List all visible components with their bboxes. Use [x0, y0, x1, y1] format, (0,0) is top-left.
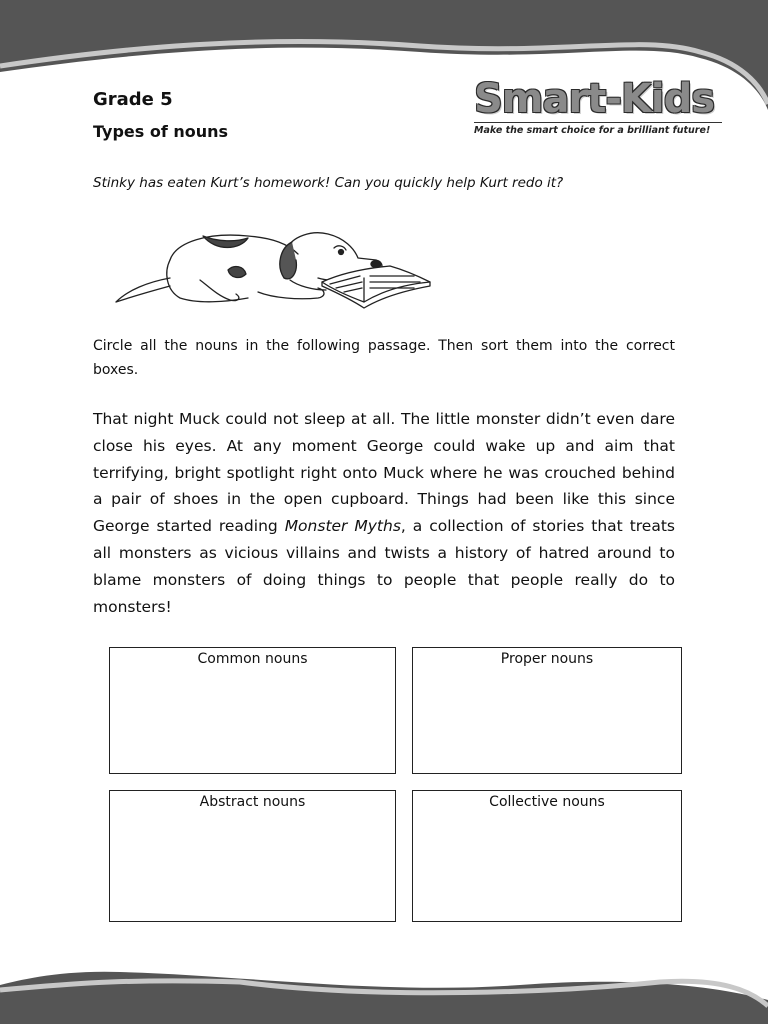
dog-eating-book-illustration: [108, 220, 438, 320]
logo-tagline: Make the smart choice for a brilliant future!: [474, 122, 722, 136]
passage-part-1: That night Muck could not sleep at all. The little monster didn’t even dare close his eyes. At any moment George could wake up and aim that terrifying, bright spotlight right onto Muck where he was crouched behind a pair of shoes in the open cupboard. Things had been like this since George started reading: [93, 410, 675, 536]
smart-kids-logo: [474, 78, 724, 136]
proper-nouns-label: Proper nouns: [500, 651, 594, 667]
common-nouns-label: Common nouns: [197, 651, 308, 667]
grade-heading: Grade 5: [93, 89, 173, 110]
logo-wordmark: Smart-Kids: [474, 76, 715, 122]
topic-heading: Types of nouns: [93, 122, 229, 141]
reading-passage: [93, 406, 675, 620]
common-nouns-box[interactable]: [109, 647, 396, 774]
proper-nouns-box[interactable]: [412, 647, 682, 774]
abstract-nouns-box[interactable]: [109, 790, 396, 922]
collective-nouns-label: Collective nouns: [489, 794, 605, 810]
collective-nouns-box[interactable]: [412, 790, 682, 922]
instructions-text: Circle all the nouns in the following passage. Then sort them into the correct boxes.: [93, 338, 675, 378]
abstract-nouns-label: Abstract nouns: [199, 794, 306, 810]
passage-part-2: , a collection of stories that treats all monsters as vicious villains and twists a history of hatred around to blame monsters of doing things to people that people really do to monsters!: [93, 517, 675, 616]
intro-text: Stinky has eaten Kurt’s homework! Can you quickly help Kurt redo it?: [93, 175, 564, 191]
passage-book-title: Monster Myths: [284, 517, 401, 536]
